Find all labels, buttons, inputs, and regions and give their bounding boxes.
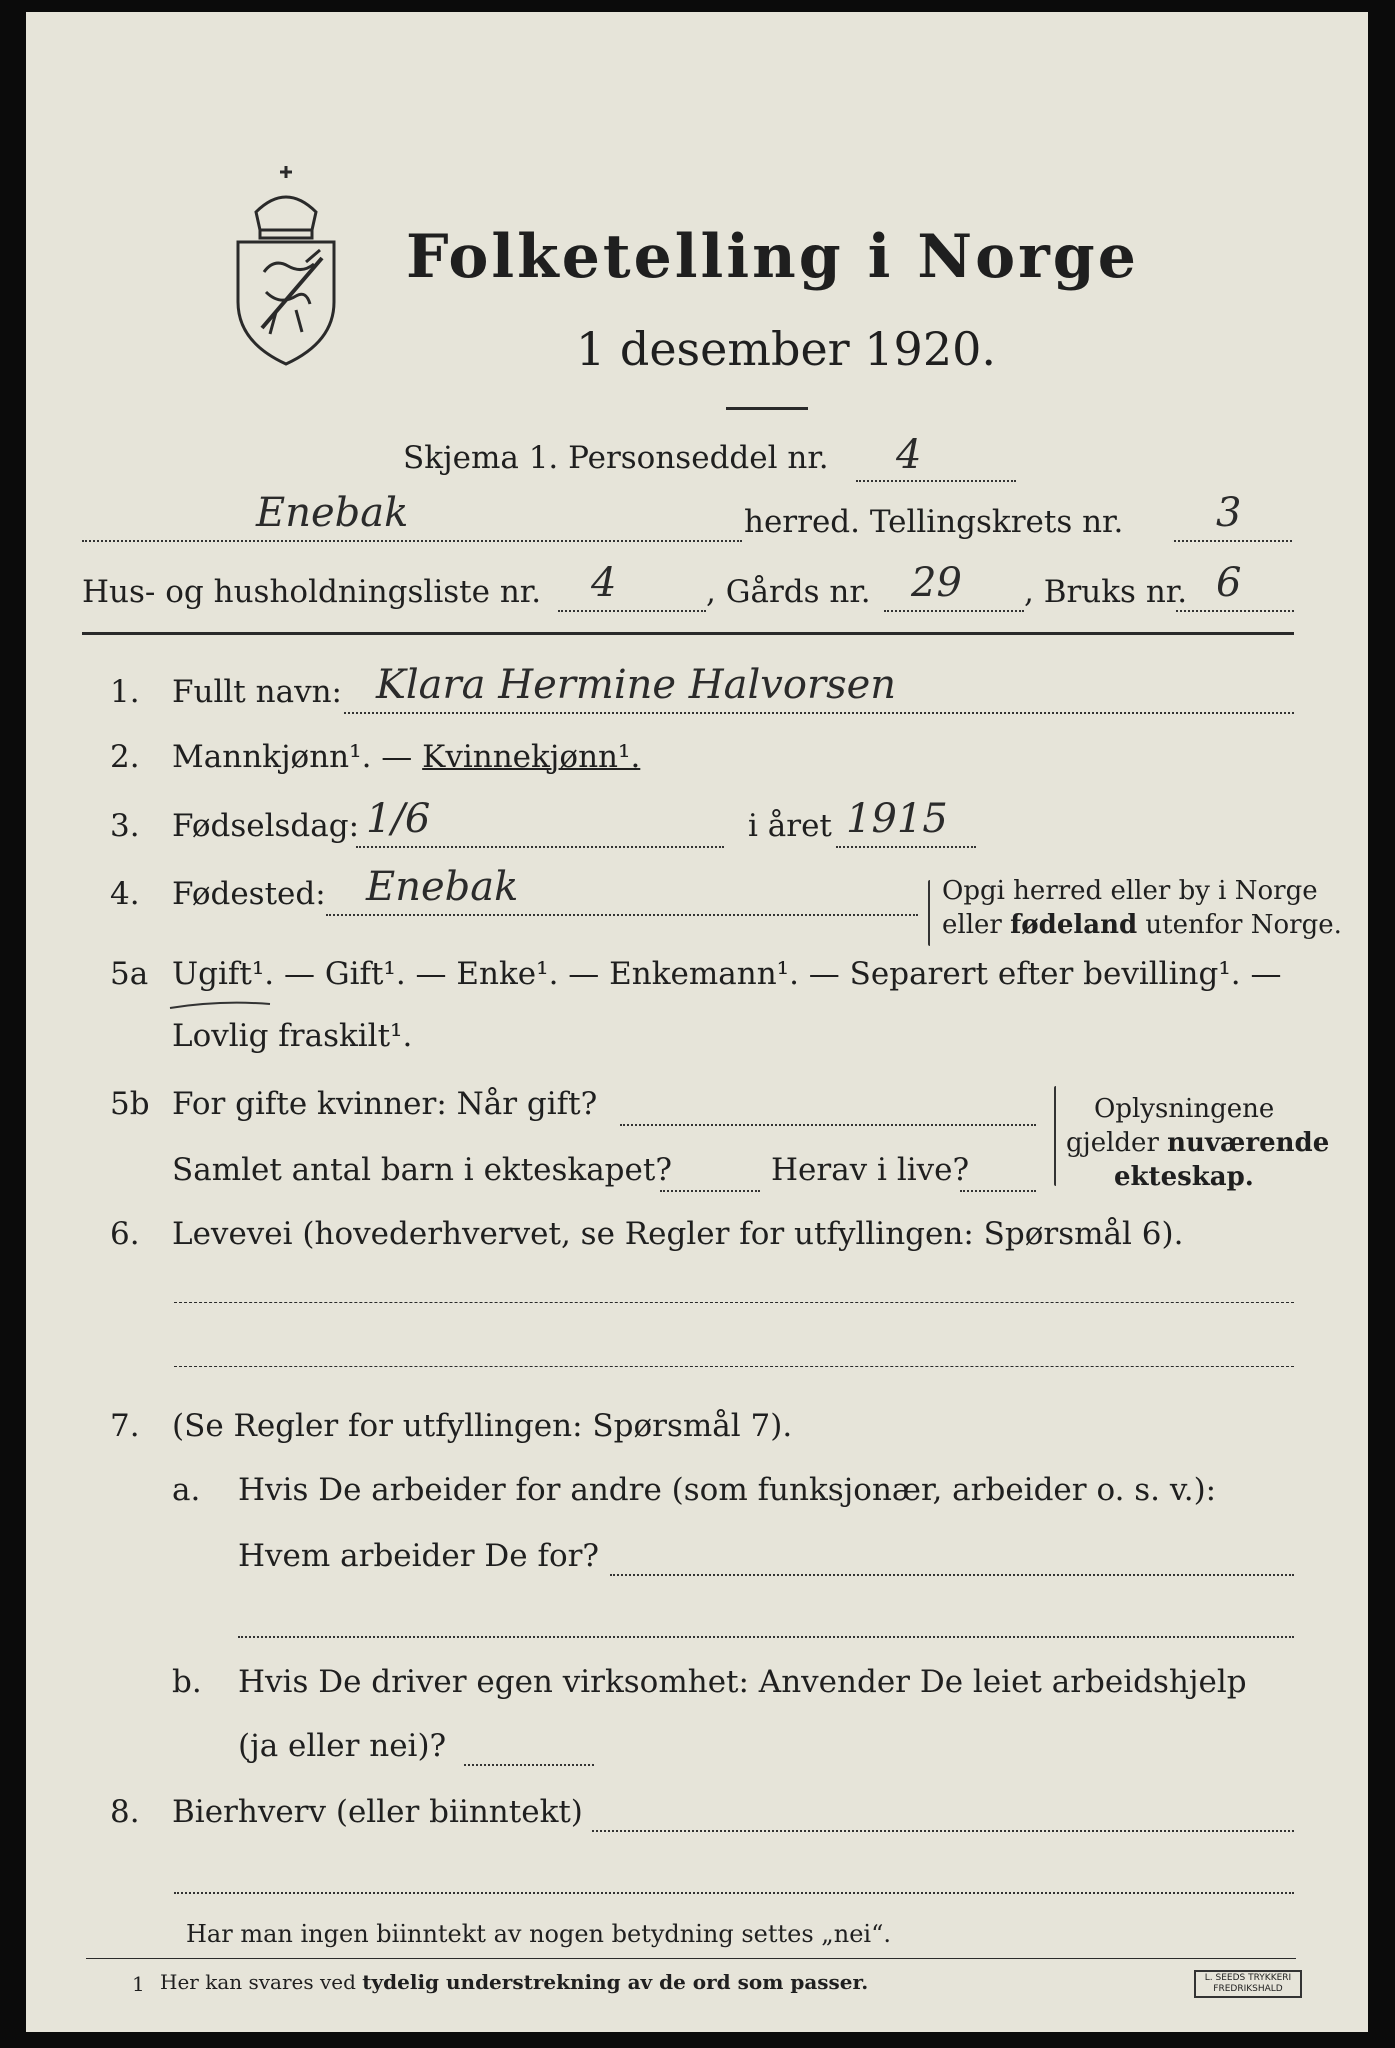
- ugift-option[interactable]: Ugift¹.: [172, 956, 275, 992]
- children-alive-field-line: [960, 1190, 1036, 1192]
- gards-value[interactable]: 29: [911, 560, 962, 606]
- footnote-text: Her kan svares ved tydelig understrekning av de ord som passer.: [160, 1970, 869, 1994]
- tellingskrets-field-line: [1174, 540, 1292, 542]
- gards-label: , Gårds nr.: [706, 574, 871, 610]
- kvinnekjonn-option[interactable]: Kvinnekjønn¹.: [422, 739, 641, 775]
- q6-label: Levevei (hovederhvervet, se Regler for utfyllingen: Spørsmål 6).: [172, 1216, 1184, 1252]
- bruks-label: , Bruks nr.: [1024, 574, 1188, 610]
- birth-year-label: i året: [748, 808, 832, 844]
- occupation-field-line-2[interactable]: [174, 1366, 1294, 1367]
- gards-field-line: [884, 610, 1024, 612]
- personseddel-value[interactable]: 4: [896, 432, 922, 478]
- side-income-field-line-2[interactable]: [174, 1892, 1294, 1894]
- title-divider: [726, 407, 808, 410]
- lovlig-fraskilt-option[interactable]: Lovlig fraskilt¹.: [172, 1018, 413, 1054]
- herred-field-line: [82, 540, 742, 542]
- q5b-children-label: Samlet antal barn i ekteskapet?: [172, 1152, 672, 1188]
- hired-help-field-line[interactable]: [464, 1764, 594, 1766]
- birthplace-value[interactable]: Enebak: [366, 864, 519, 910]
- birthplace-note-line2: eller fødeland utenfor Norge.: [942, 910, 1342, 940]
- full-name-field-line: [344, 712, 1294, 714]
- footnote-mark: 1: [132, 1972, 145, 1996]
- ugift-mark-icon: [166, 996, 276, 1014]
- husholdningsliste-field-line: [558, 610, 706, 612]
- full-name-value[interactable]: Klara Hermine Halvorsen: [376, 662, 897, 708]
- q3-label: Fødselsdag:: [172, 808, 360, 844]
- q4-label: Fødested:: [172, 876, 326, 912]
- mannkjonn-option[interactable]: Mannkjønn¹.: [172, 739, 372, 775]
- children-count-field-line: [660, 1190, 760, 1192]
- employer-field-line-2[interactable]: [238, 1636, 1294, 1638]
- birthday-field-line: [356, 846, 724, 848]
- q7b-letter: b.: [172, 1664, 202, 1700]
- q1-number: 1.: [110, 674, 140, 710]
- bruks-value[interactable]: 6: [1216, 560, 1242, 606]
- census-form-page: [26, 12, 1368, 2032]
- q7b-yesno-label: (ja eller nei)?: [238, 1728, 447, 1764]
- marriage-note-brace: [1054, 1086, 1056, 1186]
- q2-number: 2.: [110, 739, 140, 775]
- q5b-alive-label: Herav i live?: [771, 1152, 970, 1188]
- bruks-field-line: [1176, 610, 1294, 612]
- q7-label: (Se Regler for utfyllingen: Spørsmål 7).: [172, 1408, 793, 1444]
- marital-status-options: [172, 956, 1281, 992]
- birthplace-note-line1: Opgi herred eller by i Norge: [942, 876, 1318, 906]
- footer-note: Har man ingen biinntekt av nogen betydning settes „nei“.: [186, 1920, 891, 1948]
- marriage-note-line3: ekteskap.: [1114, 1162, 1254, 1192]
- birth-year-value[interactable]: 1915: [846, 796, 948, 842]
- birthplace-field-line: [326, 914, 918, 916]
- marital-status-rest[interactable]: — Gift¹. — Enke¹. — Enkemann¹. — Separert efter bevilling¹. —: [274, 956, 1282, 992]
- herred-label: herred. Tellingskrets nr.: [744, 504, 1124, 540]
- birthday-value[interactable]: 1/6: [366, 796, 431, 842]
- skjema-label: Skjema 1. Personseddel nr.: [403, 440, 829, 476]
- header-rule: [82, 632, 1294, 635]
- printer-stamp: L. SEEDS TRYKKERI FREDRIKSHALD: [1194, 1970, 1302, 1998]
- q7b-question: Hvis De driver egen virksomhet: Anvender De leiet arbeidshjelp: [238, 1664, 1247, 1700]
- employer-field-line-1[interactable]: [610, 1574, 1294, 1576]
- marriage-note-line1: Oplysningene: [1094, 1094, 1275, 1124]
- birthplace-note-brace: [928, 880, 930, 946]
- q7a-letter: a.: [172, 1472, 201, 1508]
- personseddel-field-line: [856, 480, 1016, 482]
- q7a-employer-label: Hvem arbeider De for?: [238, 1538, 600, 1574]
- occupation-field-line-1[interactable]: [174, 1302, 1294, 1303]
- q6-number: 6.: [110, 1216, 140, 1252]
- q8-number: 8.: [110, 1794, 140, 1830]
- q5b-number: 5b: [110, 1086, 150, 1122]
- q5a-number: 5a: [110, 956, 149, 992]
- form-title: Folketelling i Norge: [406, 222, 1139, 292]
- q3-number: 3.: [110, 808, 140, 844]
- q8-label: Bierhverv (eller biinntekt): [172, 1794, 583, 1830]
- footer-rule: [86, 1958, 1296, 1959]
- coat-of-arms-icon: [226, 162, 346, 372]
- marriage-note-line2: gjelder nuværende: [1066, 1128, 1330, 1158]
- gender-options: [172, 739, 640, 775]
- husholdningsliste-label: Hus- og husholdningsliste nr.: [82, 574, 542, 610]
- q5b-married-label: For gifte kvinner: Når gift?: [172, 1086, 598, 1122]
- married-date-field-line: [620, 1124, 1036, 1126]
- census-date: 1 desember 1920.: [576, 322, 996, 376]
- herred-value[interactable]: Enebak: [256, 490, 409, 536]
- side-income-field-line-1[interactable]: [592, 1830, 1294, 1832]
- q7-number: 7.: [110, 1408, 140, 1444]
- birth-year-field-line: [836, 846, 976, 848]
- q7a-question: Hvis De arbeider for andre (som funksjonær, arbeider o. s. v.):: [238, 1472, 1217, 1508]
- tellingskrets-value[interactable]: 3: [1216, 490, 1242, 536]
- gender-separator: —: [371, 739, 423, 775]
- husholdningsliste-value[interactable]: 4: [591, 560, 617, 606]
- q1-label: Fullt navn:: [172, 674, 342, 710]
- q4-number: 4.: [110, 876, 140, 912]
